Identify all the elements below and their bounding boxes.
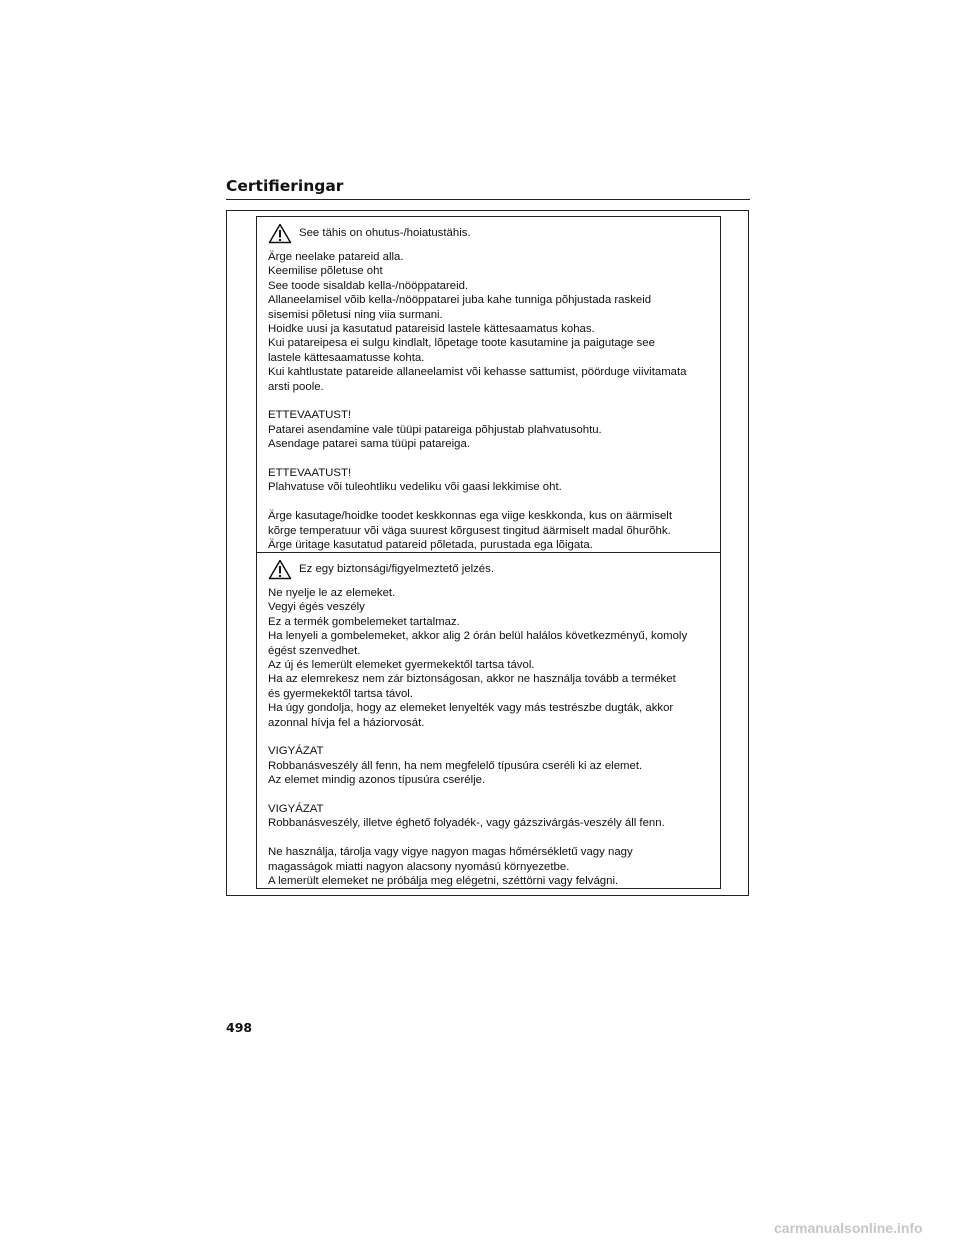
text-line: Keemilise põletuse oht [268,265,383,278]
text-line: Ärge üritage kasutatud patareid põletada, purustada ega lõigata. [268,539,593,552]
text-line: Robbanásveszély áll fenn, ha nem megfelelő típusúra cseréli ki az elemet. [268,759,643,772]
title-underline [226,199,750,200]
text-line: Allaneelamisel võib kella-/nööppatarei juba kahe tunniga põhjustada raskeid [268,294,652,307]
text-line: Az új és lemerült elemeket gyermekektől tartsa távol. [268,659,535,672]
page-number: 498 [226,1020,253,1035]
warning-header [268,558,720,580]
text-line: See toode sisaldab kella-/nööppatareid. [268,279,469,292]
text-line: Kui patareipesa ei sulgu kindlalt, lõpetage toote kasutamine ja paigutage see [268,337,655,350]
text-line: Asendage patarei sama tüüpi patareiga. [268,438,471,451]
warning-box-estonian [256,216,721,553]
warning-heading: See tähis on ohutus-/hoiatustähis. [299,226,471,239]
warning-paragraph [268,408,720,451]
text-line: Ärge neelake patareid alla. [268,251,404,263]
warning-paragraph [268,845,720,888]
text-line: Plahvatuse või tuleohtliku vedeliku või gaasi lekkimise oht. [268,481,562,494]
text-line: VIGYÁZAT [268,745,324,758]
text-line: Patarei asendamine vale tüüpi patareiga põhjustab plahvatusohtu. [268,423,602,436]
text-line: és gyermekektől tartsa távol. [268,687,413,700]
warning-paragraph [268,466,720,495]
text-line: Vegyi égés veszély [268,601,365,614]
text-line: Az elemet mindig azonos típusúra cserélje. [268,774,486,787]
text-line: Ne nyelje le az elemeket. [268,587,396,599]
text-line: azonnal hívja fel a háziorvosát. [268,716,425,729]
text-line: Robbanásveszély, illetve éghető folyadék-, vagy gázszivárgás-veszély áll fenn. [268,817,665,830]
warning-body [268,250,720,552]
text-line: VIGYÁZAT [268,803,324,816]
warning-paragraph [268,250,720,394]
text-line: lastele kättesaamatusse kohta. [268,351,425,364]
text-line: ETTEVAATUST! [268,409,352,422]
page-section-title: Certifieringar [226,177,344,195]
text-line: ETTEVAATUST! [268,467,352,480]
watermark: carmanualsonline.info [774,1220,923,1236]
text-line: magasságok miatti nagyon alacsony nyomású környezetbe. [268,860,570,873]
warning-triangle-icon [268,559,292,580]
text-line: Hoidke uusi ja kasutatud patareisid lastele kättesaamatus kohas. [268,323,595,336]
text-line: Kui kahtlustate patareide allaneelamist või kehasse sattumist, pöörduge viivitamata [268,366,687,379]
warning-paragraph [268,744,720,787]
text-line: Ha úgy gondolja, hogy az elemeket lenyelték vagy más testrészbe dugták, akkor [268,702,674,715]
text-line: A lemerült elemeket ne próbálja meg elégetni, széttörni vagy felvágni. [268,875,619,888]
warning-header [268,222,720,244]
text-line: sisemisi põletusi ning viia surmani. [268,308,443,321]
warning-triangle-icon [268,223,292,244]
text-line: Ne használja, tárolja vagy vigye nagyon magas hőmérsékletű vagy nagy [268,846,633,859]
warning-heading: Ez egy biztonsági/figyelmeztető jelzés. [299,562,495,575]
text-line: arsti poole. [268,380,324,393]
warning-paragraph [268,509,720,552]
warning-body [268,586,720,888]
warning-paragraph [268,802,720,831]
text-line: Ha az elemrekesz nem zár biztonságosan, akkor ne használja tovább a terméket [268,673,676,686]
text-line: égést szenvedhet. [268,644,361,657]
warning-paragraph [268,586,720,730]
text-line: Ha lenyeli a gombelemeket, akkor alig 2 órán belül halálos következményű, komoly [268,630,688,643]
text-line: kõrge temperatuur või väga suurest kõrgusest tingitud äärmiselt madal õhurõhk. [268,524,671,537]
text-line: Ez a termék gombelemeket tartalmaz. [268,615,460,628]
text-line: Ärge kasutage/hoidke toodet keskkonnas ega viige keskkonda, kus on äärmiselt [268,510,672,523]
warning-box-hungarian [256,552,721,889]
